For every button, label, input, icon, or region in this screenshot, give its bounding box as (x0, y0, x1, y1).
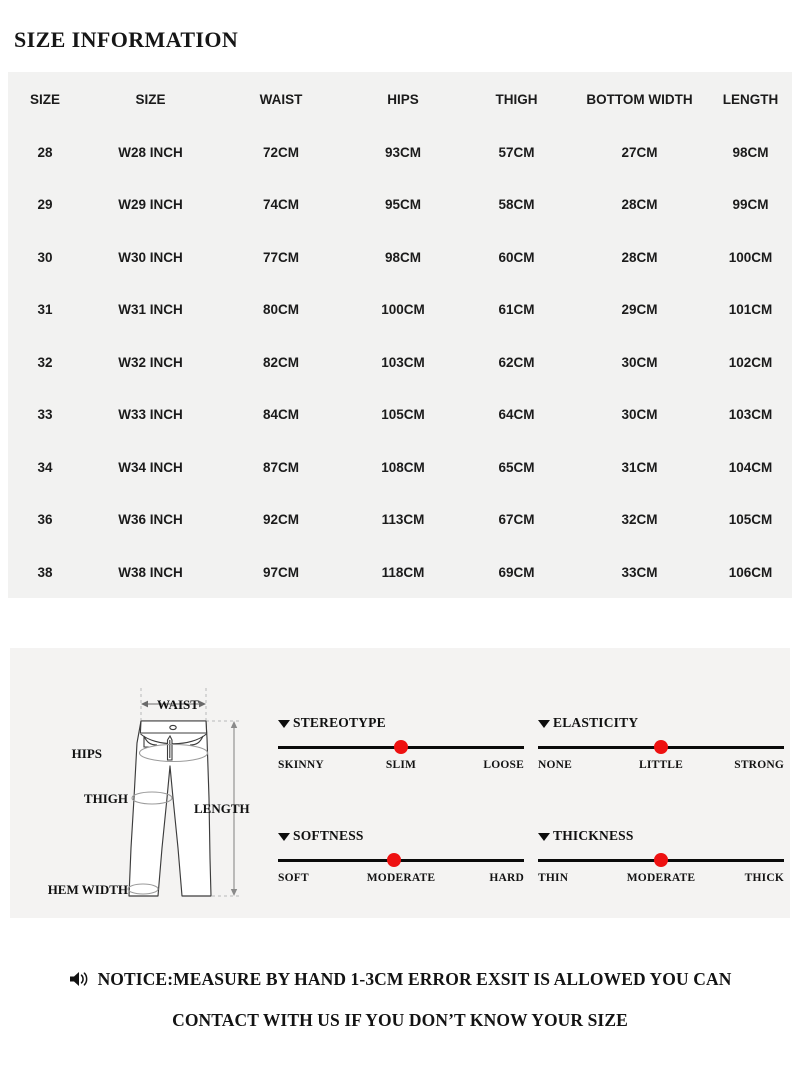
slider-stereotype-track-wrap[interactable] (278, 740, 524, 754)
cell-size: 31 (37, 302, 53, 318)
slider-stereotype-knob[interactable] (394, 740, 408, 754)
cell-hips: 98CM (384, 249, 421, 265)
cell-thigh: 61CM (498, 302, 535, 318)
table-row (8, 441, 792, 494)
cell-size-inch: W36 INCH (118, 512, 183, 528)
table-header-row (8, 72, 792, 126)
cell-waist: 92CM (262, 512, 299, 528)
cell-hips: 113CM (381, 512, 425, 528)
cell-bottom-width: 27CM (621, 144, 658, 160)
table-row (8, 389, 792, 442)
cell-length: 105CM (728, 512, 773, 528)
diagram-label-hem-width: HEM WIDTH (47, 882, 128, 897)
cell-thigh: 57CM (498, 144, 535, 160)
cell-thigh: 69CM (498, 564, 535, 580)
cell-thigh: 60CM (498, 249, 535, 265)
cell-hips: 105CM (381, 407, 425, 423)
slider-softness[interactable] (278, 827, 526, 939)
size-table-body (8, 126, 792, 599)
cell-bottom-width: 28CM (621, 197, 658, 213)
size-table-header (8, 72, 792, 126)
cell-size: 32 (37, 354, 53, 370)
cell-thigh: 62CM (498, 354, 535, 370)
cell-size-inch: W33 INCH (118, 407, 183, 423)
notice-line-2: CONTACT WITH US IF YOU DON’T KNOW YOUR SIZE (172, 1010, 628, 1030)
cell-waist: 74CM (262, 197, 299, 213)
cell-bottom-width: 32CM (621, 512, 658, 528)
slider-option-left[interactable]: THIN (538, 872, 569, 884)
attribute-sliders (278, 662, 786, 906)
cell-size-inch: W38 INCH (118, 564, 183, 580)
slider-thickness[interactable] (538, 827, 786, 939)
slider-option-right[interactable]: HARD (489, 872, 524, 884)
cell-thigh: 64CM (498, 407, 535, 423)
cell-size: 28 (37, 144, 53, 160)
slider-stereotype-scale (278, 759, 524, 775)
chevron-down-icon (538, 720, 550, 728)
table-row (8, 494, 792, 547)
table-row (8, 179, 792, 232)
cell-length: 99CM (732, 197, 769, 213)
slider-elasticity-title: ELASTICITY (553, 714, 639, 730)
slider-thickness-scale (538, 872, 784, 888)
column-header-waist: WAIST (259, 91, 303, 107)
cell-bottom-width: 33CM (621, 564, 658, 580)
slider-option-left[interactable]: SOFT (278, 872, 309, 884)
slider-softness-track-wrap[interactable] (278, 853, 524, 867)
cell-waist: 72CM (262, 144, 299, 160)
slider-softness-header (278, 827, 526, 844)
slider-softness-title: SOFTNESS (293, 827, 364, 843)
cell-size: 34 (37, 459, 53, 475)
notice-block (0, 960, 800, 1039)
cell-size-inch: W34 INCH (118, 459, 183, 475)
cell-hips: 100CM (381, 302, 425, 318)
cell-size: 30 (37, 249, 53, 265)
cell-size-inch: W29 INCH (118, 197, 183, 213)
slider-option-mid[interactable]: SLIM (385, 759, 417, 771)
chevron-down-icon (278, 720, 290, 728)
jeans-measurement-icon (10, 648, 272, 918)
size-table-panel (8, 72, 792, 598)
spec-panel (10, 648, 790, 918)
column-header-length: LENGTH (722, 91, 779, 107)
table-row (8, 126, 792, 179)
cell-size: 29 (37, 197, 53, 213)
slider-stereotype-header (278, 714, 526, 731)
slider-stereotype-title: STEREOTYPE (293, 714, 386, 730)
cell-waist: 84CM (262, 407, 299, 423)
cell-size: 38 (37, 564, 53, 580)
slider-option-mid[interactable]: MODERATE (366, 872, 436, 884)
column-header-size-inch: SIZE (135, 91, 166, 107)
cell-length: 100CM (728, 249, 773, 265)
cell-length: 102CM (728, 354, 773, 370)
diagram-label-thigh: THIGH (83, 791, 128, 806)
cell-hips: 93CM (384, 144, 421, 160)
cell-waist: 80CM (262, 302, 299, 318)
slider-stereotype[interactable] (278, 714, 526, 826)
cell-waist: 87CM (262, 459, 299, 475)
slider-thickness-track-wrap[interactable] (538, 853, 784, 867)
column-header-hips: HIPS (387, 91, 419, 107)
chevron-down-icon (538, 833, 550, 841)
column-header-size-numeric: SIZE (29, 91, 60, 107)
diagram-label-waist: WAIST (157, 697, 199, 712)
slider-thickness-title: THICKNESS (553, 827, 634, 843)
size-table (8, 72, 792, 599)
slider-option-left[interactable]: SKINNY (278, 759, 324, 771)
column-header-bottom-width: BOTTOM WIDTH (586, 91, 693, 107)
slider-elasticity[interactable] (538, 714, 786, 826)
cell-size-inch: W32 INCH (118, 354, 183, 370)
notice-line-1: NOTICE:MEASURE BY HAND 1-3CM ERROR EXSIT IS ALLOWED YOU CAN (97, 969, 732, 989)
cell-length: 101CM (728, 302, 773, 318)
cell-hips: 108CM (381, 459, 425, 475)
cell-size-inch: W30 INCH (118, 249, 183, 265)
cell-hips: 103CM (381, 354, 425, 370)
cell-length: 98CM (732, 144, 769, 160)
slider-elasticity-header (538, 714, 786, 731)
cell-length: 104CM (728, 459, 773, 475)
chevron-down-icon (278, 833, 290, 841)
cell-bottom-width: 31CM (621, 459, 658, 475)
speaker-icon (69, 963, 91, 1001)
diagram-label-hips: HIPS (71, 746, 102, 761)
cell-hips: 95CM (384, 197, 421, 213)
slider-option-right[interactable]: THICK (744, 872, 784, 884)
table-row (8, 546, 792, 599)
cell-waist: 97CM (262, 564, 299, 580)
slider-thickness-header (538, 827, 786, 844)
cell-size-inch: W31 INCH (118, 302, 183, 318)
column-header-thigh: THIGH (495, 91, 538, 107)
cell-bottom-width: 30CM (621, 407, 658, 423)
cell-length: 106CM (728, 564, 773, 580)
slider-option-left[interactable]: NONE (538, 759, 573, 771)
cell-bottom-width: 29CM (621, 302, 658, 318)
page-title: SIZE INFORMATION (14, 27, 239, 52)
slider-thickness-knob[interactable] (654, 853, 668, 867)
diagram-label-length: LENGTH (194, 801, 250, 816)
slider-elasticity-knob[interactable] (654, 740, 668, 754)
table-row (8, 284, 792, 337)
slider-option-mid[interactable]: MODERATE (626, 872, 696, 884)
slider-option-mid[interactable]: LITTLE (638, 759, 684, 771)
slider-option-right[interactable]: STRONG (734, 759, 784, 771)
cell-size: 36 (37, 512, 53, 528)
cell-thigh: 67CM (498, 512, 535, 528)
cell-waist: 77CM (262, 249, 299, 265)
slider-elasticity-scale (538, 759, 784, 775)
cell-waist: 82CM (262, 354, 299, 370)
slider-track (278, 859, 524, 862)
cell-bottom-width: 30CM (621, 354, 658, 370)
cell-bottom-width: 28CM (621, 249, 658, 265)
cell-thigh: 65CM (498, 459, 535, 475)
table-row (8, 336, 792, 389)
cell-size-inch: W28 INCH (118, 144, 183, 160)
slider-option-right[interactable]: LOOSE (483, 759, 524, 771)
cell-size: 33 (37, 407, 53, 423)
cell-hips: 118CM (381, 564, 425, 580)
slider-softness-knob[interactable] (387, 853, 401, 867)
slider-elasticity-track-wrap[interactable] (538, 740, 784, 754)
slider-softness-scale (278, 872, 524, 888)
cell-thigh: 58CM (498, 197, 535, 213)
cell-length: 103CM (728, 407, 773, 423)
table-row (8, 231, 792, 284)
jeans-diagram (10, 648, 272, 918)
